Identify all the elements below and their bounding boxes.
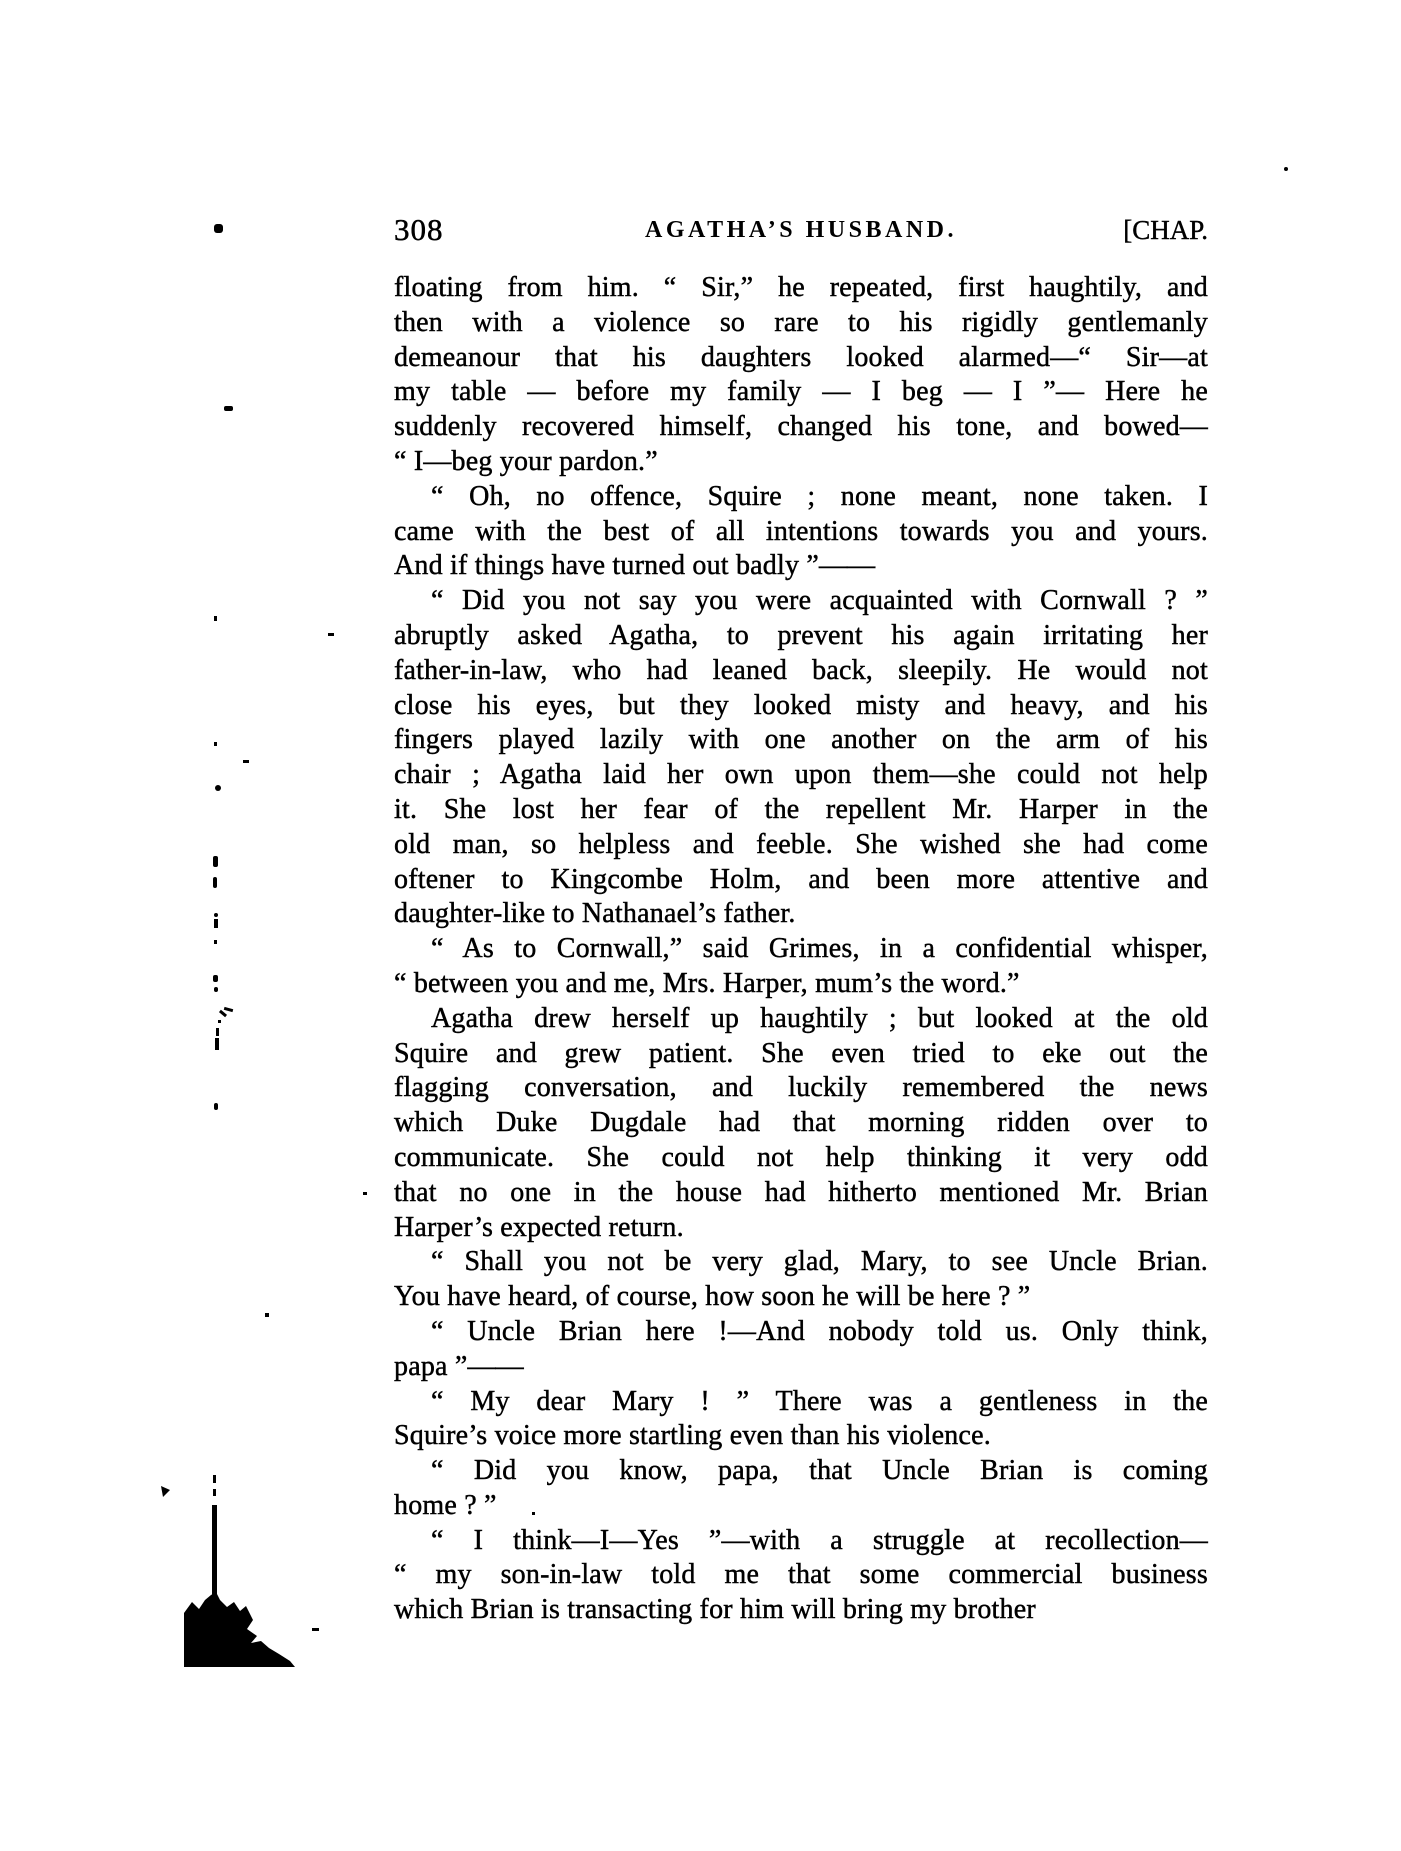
text-line: old man, so helpless and feeble. She wished she had come	[394, 828, 1208, 860]
text-line: that no one in the house had hitherto mentioned Mr. Brian	[394, 1176, 1208, 1208]
ink-speck	[363, 1192, 367, 1195]
text-line: communicate. She could not help thinking it very odd	[394, 1141, 1208, 1173]
text-line: “ I—beg your pardon.”	[394, 445, 658, 477]
text-column	[394, 271, 1208, 1628]
text-line: which Duke Dugdale had that morning ridden over to	[394, 1107, 1208, 1139]
page-number: 308	[394, 212, 444, 247]
text-line: it. She lost her fear of the repellent Mr. Harper in the	[394, 793, 1208, 825]
text-line: And if things have turned out badly ”——	[394, 550, 876, 582]
text-line: which Brian is transacting for him will bring my brother	[394, 1594, 1036, 1626]
ink-speck	[328, 633, 334, 636]
text-line: abruptly asked Agatha, to prevent his again irritating her	[394, 619, 1208, 651]
text-line: father-in-law, who had leaned back, sleepily. He would not	[394, 654, 1208, 686]
ink-speck	[215, 1038, 219, 1050]
text-line: papa ”——	[394, 1350, 524, 1382]
ink-speck	[213, 975, 218, 982]
running-header	[394, 212, 1208, 252]
ink-speck	[214, 742, 217, 746]
ink-speck	[219, 1010, 227, 1017]
text-line: demeanour that his daughters looked alarmed—“ Sir—at	[394, 341, 1208, 373]
ink-speck	[224, 1007, 233, 1012]
ink-speck	[214, 919, 218, 928]
ink-speck	[214, 940, 217, 944]
text-line: “ my son-in-law told me that some commercial business	[394, 1559, 1208, 1591]
ink-speck	[532, 1512, 535, 1515]
running-title: AGATHA’S HUSBAND.	[645, 217, 957, 243]
text-line: oftener to Kingcombe Holm, and been more attentive and	[394, 863, 1208, 895]
chapter-marker: [CHAP.	[1123, 215, 1208, 245]
text-line: close his eyes, but they looked misty and heavy, and his	[394, 689, 1208, 721]
text-line: “ Did you not say you were acquainted with Cornwall ? ”	[431, 585, 1208, 617]
text-line: my table — before my family — I beg — I ”— Here he	[394, 376, 1208, 408]
ink-speck	[218, 1020, 221, 1023]
ink-speck	[214, 987, 218, 992]
text-line: You have heard, of course, how soon he will be here ? ”	[394, 1281, 1031, 1313]
text-line: “ My dear Mary ! ” There was a gentleness in the	[431, 1385, 1208, 1417]
text-line: “ between you and me, Mrs. Harper, mum’s the word.”	[394, 967, 1020, 999]
text-line: suddenly recovered himself, changed his tone, and bowed—	[394, 411, 1208, 443]
ink-speck	[214, 616, 217, 621]
text-line: Squire and grew patient. She even tried to eke out the	[394, 1037, 1208, 1069]
text-line: flagging conversation, and luckily remembered the news	[394, 1072, 1208, 1104]
ink-speck	[214, 224, 223, 233]
text-line: daughter-like to Nathanael’s father.	[394, 898, 796, 930]
text-line: “ As to Cornwall,” said Grimes, in a confidential whisper,	[431, 933, 1208, 965]
text-line: “ I think—I—Yes ”—with a struggle at recollection—	[431, 1524, 1208, 1556]
text-line: Agatha drew herself up haughtily ; but looked at the old	[431, 1002, 1208, 1034]
text-line: chair ; Agatha laid her own upon them—she could not help	[394, 759, 1208, 791]
ink-speck	[214, 913, 218, 917]
text-line: fingers played lazily with one another on the arm of his	[394, 724, 1208, 756]
ink-speck	[213, 877, 217, 888]
text-line: floating from him. “ Sir,” he repeated, first haughtily, and	[394, 272, 1208, 303]
text-line: then with a violence so rare to his rigidly gentlemanly	[394, 306, 1208, 338]
ink-speck	[214, 1103, 218, 1110]
ink-speck	[312, 1628, 319, 1631]
text-line: “ Uncle Brian here !—And nobody told us. Only think,	[431, 1315, 1208, 1347]
text-line: “ Did you know, papa, that Uncle Brian is coming	[431, 1455, 1208, 1487]
ink-speck	[265, 1313, 269, 1317]
ink-speck	[215, 785, 221, 791]
text-line: Squire’s voice more startling even than his violence.	[394, 1420, 991, 1452]
text-line: Harper’s expected return.	[394, 1211, 684, 1243]
ink-speck	[1284, 167, 1288, 171]
ink-speck	[213, 856, 218, 867]
text-line: home ? ”	[394, 1489, 497, 1521]
text-line: “ Shall you not be very glad, Mary, to see Uncle Brian.	[431, 1246, 1208, 1278]
ink-speck	[224, 406, 233, 411]
ink-speck	[243, 760, 249, 763]
text-line: “ Oh, no offence, Squire ; none meant, none taken. I	[431, 480, 1208, 512]
text-line: came with the best of all intentions towards you and yours.	[394, 515, 1208, 547]
ink-speck	[216, 1028, 219, 1036]
